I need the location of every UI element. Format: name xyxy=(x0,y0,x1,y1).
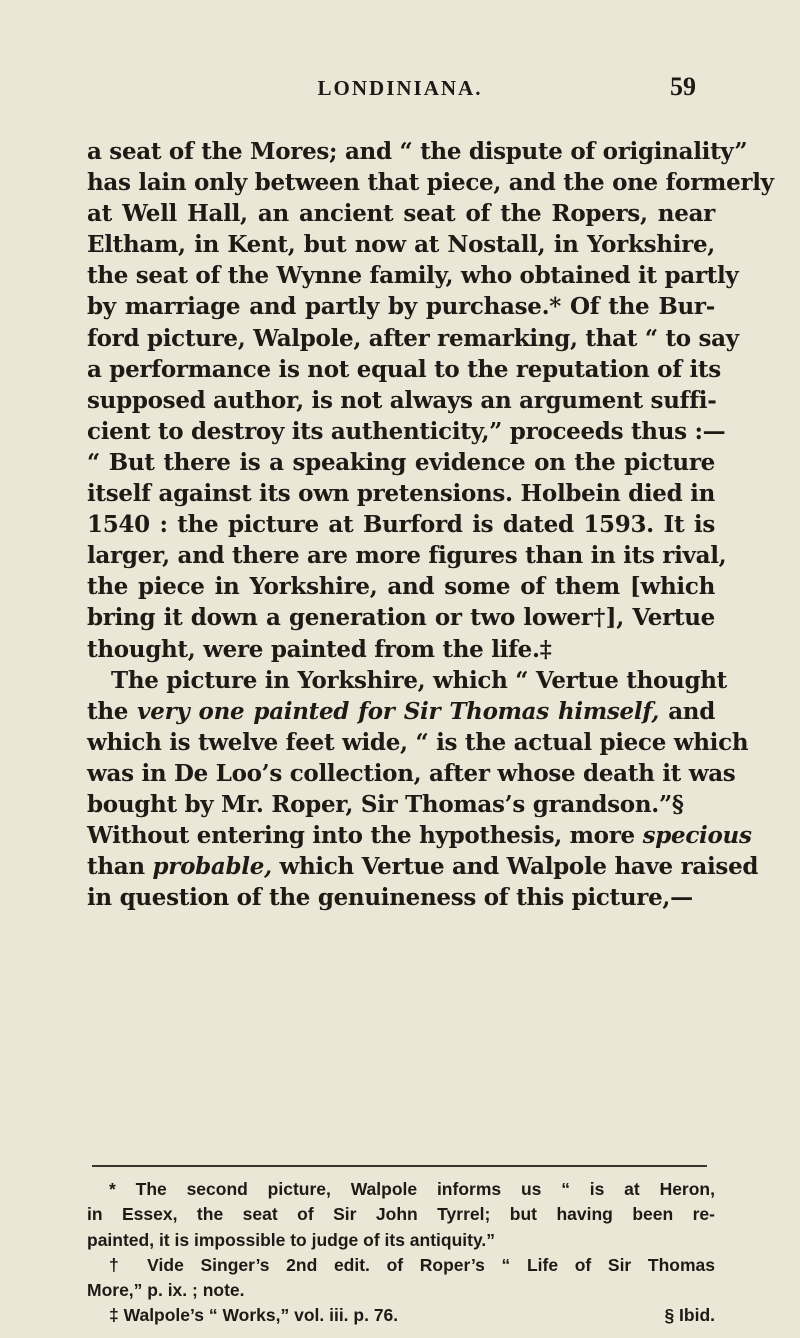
text-line: the piece in Yorkshire, and some of them [which xyxy=(87,573,715,601)
text-line: was in De Loo’s collection, after whose death it was xyxy=(87,759,736,787)
text-line: 1540 : the picture at Burford is dated 1593. It is xyxy=(87,511,715,539)
text-line: larger, and there are more figures than in its rival, xyxy=(87,542,727,570)
italic-phrase: very one painted for Sir Thomas himself, xyxy=(137,697,660,725)
text-line: a seat of the Mores; and “ the dispute of originality” xyxy=(87,138,748,165)
running-title: LONDINIANA. xyxy=(317,76,483,100)
footnote-line: More,” p. ix. ; note. xyxy=(87,1280,245,1301)
footnote-line: painted, it is impossible to judge of its antiquity.” xyxy=(87,1229,496,1250)
text-line-mixed xyxy=(87,820,752,851)
text-line: the seat of the Wynne family, who obtained it partly xyxy=(87,262,739,290)
text-line: bring it down a generation or two lower†], Vertue xyxy=(87,604,715,632)
italic-phrase: probable, xyxy=(152,853,272,881)
text-segment: which Vertue and Walpole have raised xyxy=(271,853,759,881)
footnote-works: ‡ Walpole’s “ Works,” vol. iii. p. 76. xyxy=(109,1305,399,1326)
text-line: bought by Mr. Roper, Sir Thomas’s grandson.”§ xyxy=(87,790,684,818)
footnote-rule xyxy=(92,1165,707,1167)
text-line: by marriage and partly by purchase.* Of the Bur- xyxy=(87,293,715,321)
text-line: at Well Hall, an ancient seat of the Ropers, near xyxy=(87,200,715,228)
text-line: “ But there is a speaking evidence on the picture xyxy=(87,448,715,476)
footnote-line: in Essex, the seat of Sir John Tyrrel; but having been re- xyxy=(87,1204,715,1225)
text-line-mixed xyxy=(87,851,759,882)
text-line: ford picture, Walpole, after remarking, that “ to say xyxy=(87,324,739,352)
text-line: cient to destroy its authenticity,” proceeds thus :— xyxy=(87,417,726,445)
text-line: The picture in Yorkshire, which “ Vertue thought xyxy=(111,666,728,694)
text-line: has lain only between that piece, and the one formerly xyxy=(87,169,774,197)
text-line: itself against its own pretensions. Holbein died in xyxy=(87,480,715,508)
footnote-line xyxy=(87,1303,715,1328)
text-line: a performance is not equal to the reputation of its xyxy=(87,355,721,383)
page-number: 59 xyxy=(670,72,696,101)
text-segment: and xyxy=(659,697,715,725)
footnote-line: * The second picture, Walpole informs us “ is at Heron, xyxy=(109,1179,715,1199)
text-line: in question of the genuineness of this picture,— xyxy=(87,884,693,912)
text-line: thought, were painted from the life.‡ xyxy=(87,635,552,663)
text-segment: the xyxy=(87,697,138,725)
text-line: which is twelve feet wide, “ is the actual piece which xyxy=(87,728,749,756)
body-text xyxy=(87,136,774,913)
text-line-mixed xyxy=(87,696,715,727)
text-line: supposed author, is not always an argument suffi- xyxy=(87,386,717,414)
footnotes xyxy=(87,1177,715,1329)
italic-phrase: specious xyxy=(642,822,752,850)
text-segment: Without entering into the hypothesis, more xyxy=(87,822,643,850)
text-line: Eltham, in Kent, but now at Nostall, in Yorkshire, xyxy=(87,231,715,259)
footnote-ibid: § Ibid. xyxy=(664,1305,715,1326)
footnote-line: † Vide Singer’s 2nd edit. of Roper’s “ Life of Sir Thomas xyxy=(109,1254,715,1275)
text-segment: than xyxy=(87,853,153,881)
